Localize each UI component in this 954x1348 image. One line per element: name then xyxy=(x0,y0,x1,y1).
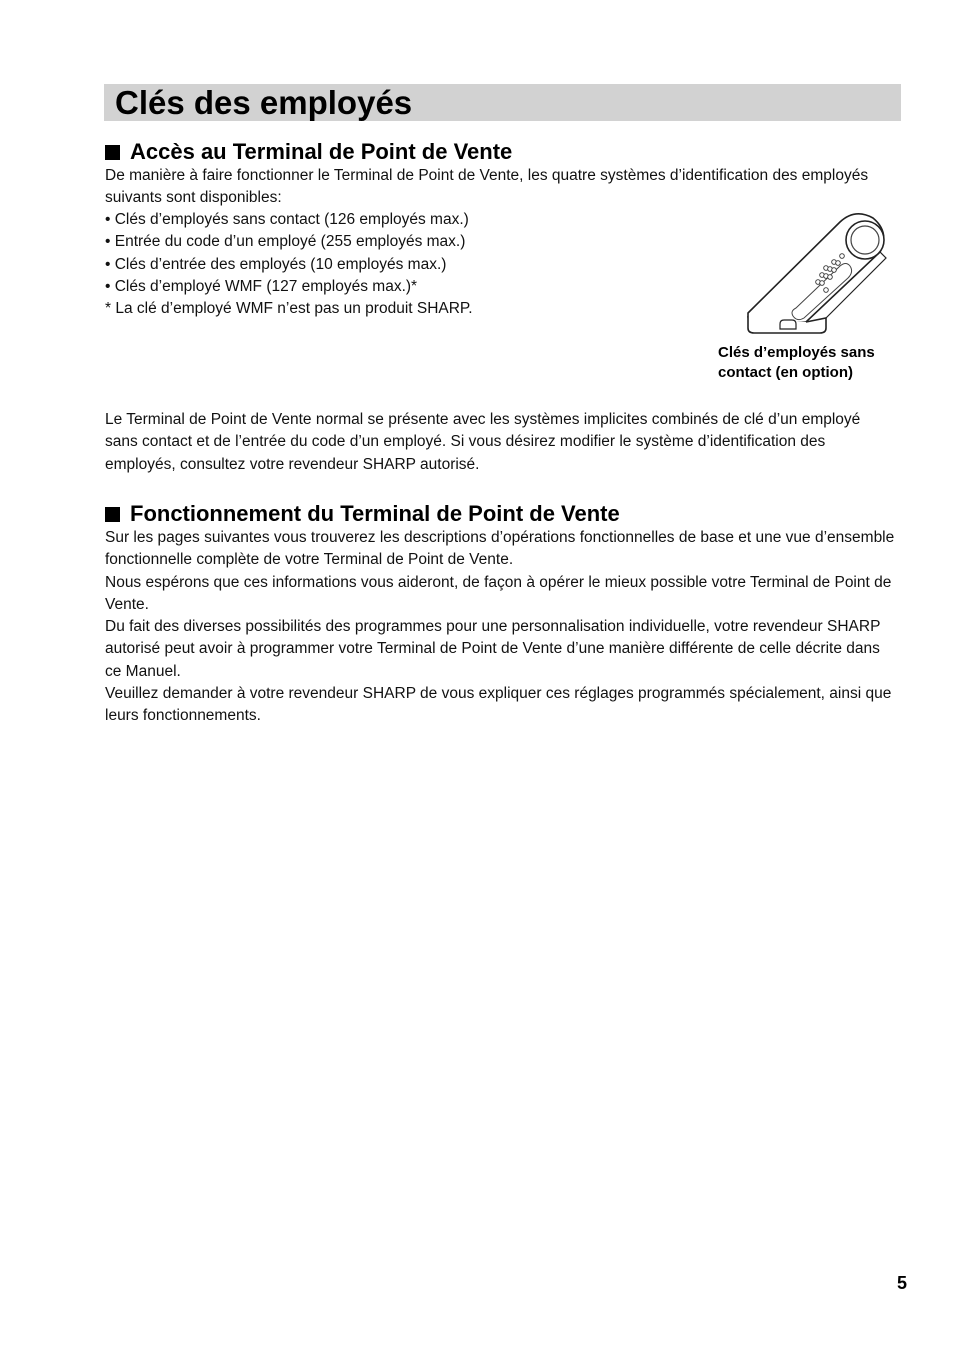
paragraph: Veuillez demander à votre revendeur SHARP de vous expliquer ces réglages programmés spécialement, ainsi que leurs fonctionnements. xyxy=(105,685,892,725)
page-number: 5 xyxy=(897,1273,908,1293)
access-body-block xyxy=(105,409,875,476)
identification-list xyxy=(105,209,665,320)
page-title: Clés des employés xyxy=(115,84,413,121)
access-intro-block xyxy=(105,165,895,210)
list-item: • Clés d’employés sans contact (126 employés max.) xyxy=(105,211,469,228)
access-body: Le Terminal de Point de Vente normal se présente avec les systèmes implicites combinés de clé d’un employé sans contact et de l’entrée du code d’un employé. Si vous désirez modifier le système d’identification des employés, consultez votre revendeur SHARP autorisé. xyxy=(105,411,861,473)
title-bar xyxy=(104,84,901,121)
illustration-caption: Clés d’employés sans contact (en option) xyxy=(718,344,875,381)
black-square-icon xyxy=(105,507,120,522)
access-intro: De manière à faire fonctionner le Terminal de Point de Vente, les quatre systèmes d’identification des employés suivants sont disponibles: xyxy=(105,167,869,207)
section-heading-access xyxy=(105,139,512,165)
section-heading-operation xyxy=(105,501,620,527)
footnote: * La clé d’employé WMF n’est pas un produit SHARP. xyxy=(105,300,473,318)
section-heading-operation-text: Fonctionnement du Terminal de Point de Vente xyxy=(130,501,620,526)
list-item: • Entrée du code d’un employé (255 employés max.) xyxy=(105,233,466,251)
list-item: • Clés d’entrée des employés (10 employés max.) xyxy=(105,255,447,273)
operation-body-block xyxy=(105,527,895,728)
contactless-employee-key-icon xyxy=(740,210,900,340)
section-heading-access-text: Accès au Terminal de Point de Vente xyxy=(130,139,513,164)
paragraph: Sur les pages suivantes vous trouverez les descriptions d’opérations fonctionnelles de base et une vue d’ensemble fonctionnelle complète de votre Terminal de Point de Vente. xyxy=(105,529,895,569)
list-item: • Clés d’employé WMF (127 employés max.)* xyxy=(105,277,418,295)
black-square-icon xyxy=(105,145,120,160)
paragraph: Du fait des diverses possibilités des programmes pour une personnalisation individuelle, votre revendeur SHARP autorisé peut avoir à programmer votre Terminal de Point de Vente d’une manière différente de celle décrite dans ce Manuel. xyxy=(105,618,881,680)
paragraph: Nous espérons que ces informations vous aideront, de façon à opérer le mieux possible votre Terminal de Point de Vente. xyxy=(105,573,892,613)
